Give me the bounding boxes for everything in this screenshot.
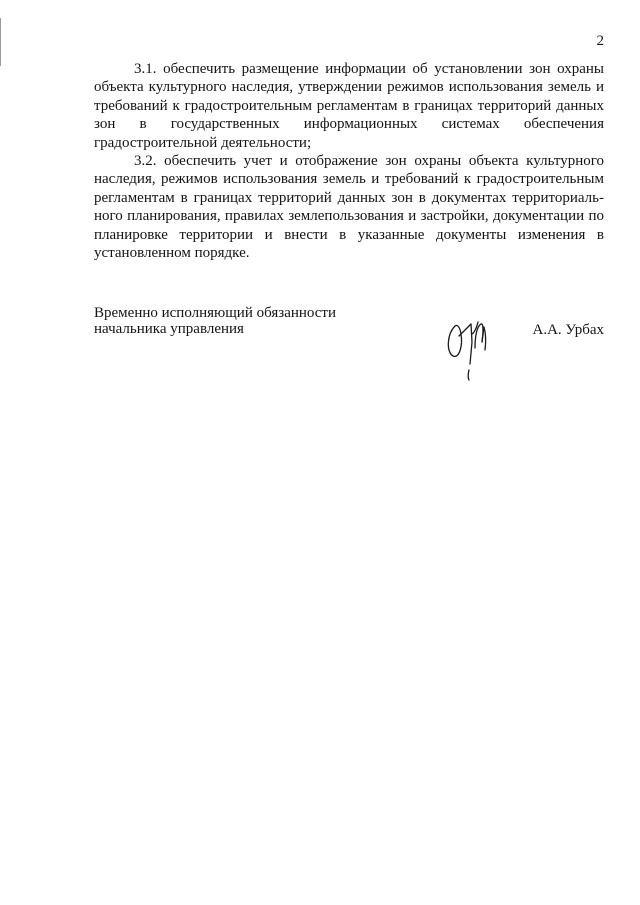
page-number: 2 bbox=[596, 33, 604, 49]
document-body bbox=[94, 60, 604, 262]
paragraph-3-2: 3.2. обеспечить учет и отображение зон охраны объекта культурного наследия, режимов использования земель и требований к градостроительным регламентам в границах территорий данных зон в документах территориального планирования, правилах землепользования и застройки, документации по планировке территории и внести в указанные документы изменения в установленном порядке. bbox=[94, 153, 604, 262]
signature-block bbox=[94, 306, 604, 386]
signer-position bbox=[94, 306, 354, 337]
signer-position-line-1: Временно исполняющий обязанности bbox=[94, 305, 337, 321]
handwritten-signature-icon bbox=[441, 312, 491, 382]
scan-margin-line bbox=[0, 18, 1, 66]
signer-position-line-2: начальника управления bbox=[94, 320, 244, 337]
paragraph-3-1: 3.1. обеспечить размещение информации об установлении зон охраны объекта культурного наследия, утверждении режимов использования земель и требований к градостроительным регламентам в границах территорий данных зон в государственных информационных системах обеспечения градостроительной деятельности; bbox=[94, 61, 604, 151]
signer-name: А.А. Урбах bbox=[532, 322, 604, 338]
